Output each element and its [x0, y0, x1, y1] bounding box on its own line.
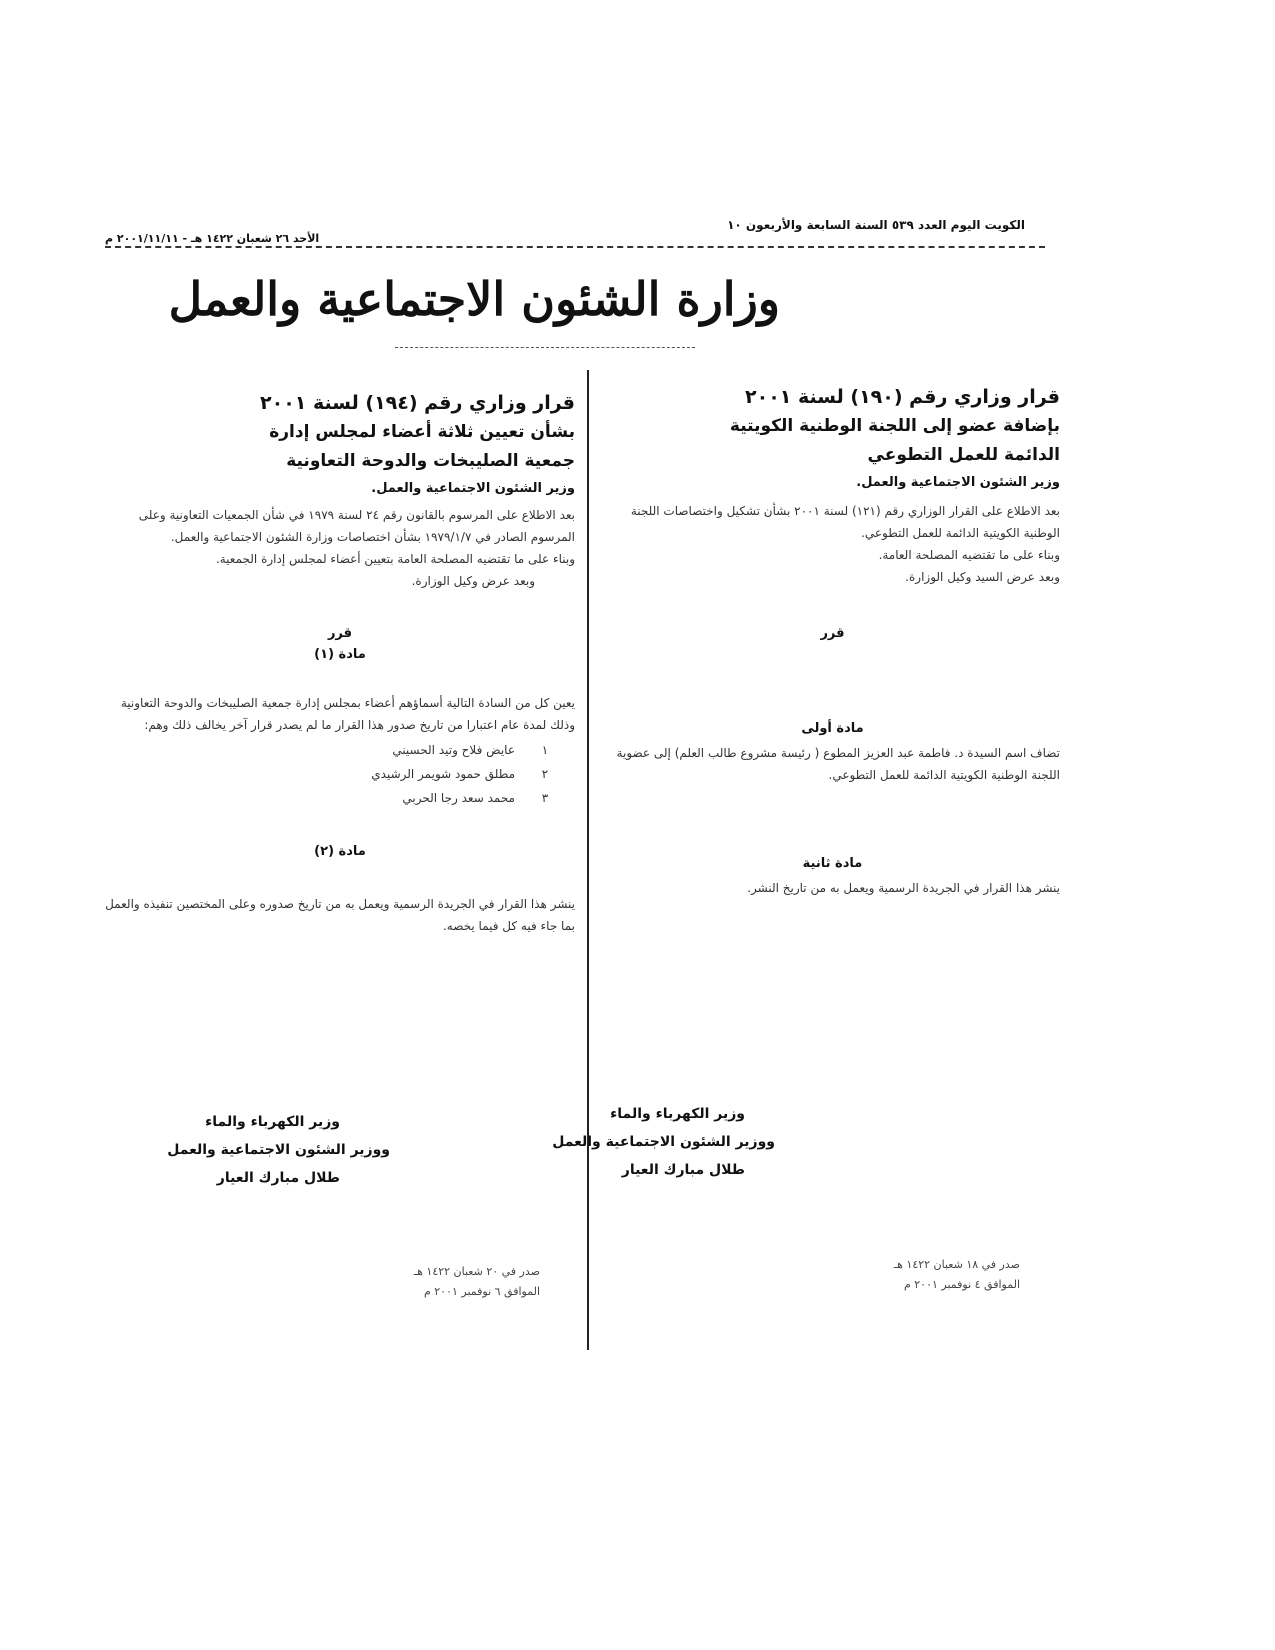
- decision-subtitle: بشأن تعيين ثلاثة أعضاء لمجلس إدارة: [269, 422, 575, 442]
- list-item: [105, 786, 575, 810]
- list-item-number: ٣: [541, 791, 549, 805]
- preamble: بعد الاطلاع على المرسوم بالقانون رقم ٢٤ لسنة ١٩٧٩ في شأن الجمعيات التعاونية وعلى المرسوم الصادر في ١٩٧٩/١/٧ بشأن اختصاصات وزارة الشئون الاجتماعية والعمل.: [138, 508, 575, 544]
- article-text: ينشر هذا القرار في الجريدة الرسمية ويعمل به من تاريخ النشر.: [747, 881, 1060, 895]
- issue-date-hijri: صدر في ١٨ شعبان ١٤٢٢ هـ: [893, 1258, 1020, 1271]
- ministry-rule: [395, 347, 695, 348]
- article-heading: مادة (١): [314, 647, 366, 662]
- signature-title: ووزير الشئون الاجتماعية والعمل: [552, 1134, 775, 1150]
- issue-date-gregorian: الموافق ٤ نوفمبر ٢٠٠١ م: [903, 1278, 1020, 1291]
- members-list: [105, 738, 575, 810]
- signature-title: ووزير الشئون الاجتماعية والعمل: [167, 1142, 390, 1158]
- signature-block: [445, 1100, 775, 1184]
- decision-subtitle: جمعية الصليبخات والدوحة التعاونية: [286, 451, 575, 471]
- article-heading: مادة أولى: [801, 721, 864, 736]
- ministry-title: وزارة الشئون الاجتماعية والعمل: [168, 272, 780, 326]
- column-divider: [587, 370, 589, 1350]
- issuer-line: وزير الشئون الاجتماعية والعمل.: [371, 481, 575, 496]
- decided-heading: قرر: [327, 626, 353, 641]
- issue-date-gregorian: الموافق ٦ نوفمبر ٢٠٠١ م: [423, 1285, 540, 1298]
- header-date: الأحد ٢٦ شعبان ١٤٢٢ هـ - ٢٠٠١/١١/١١ م: [105, 232, 320, 245]
- list-item-number: ٢: [541, 767, 549, 781]
- article-heading: مادة ثانية: [802, 856, 863, 871]
- decision-190: [605, 382, 1060, 899]
- signature-title: وزير الكهرباء والماء: [610, 1106, 745, 1122]
- article-text: يعين كل من السادة التالية أسماؤهم أعضاء بمجلس إدارة جمعية الصليبخات والدوحة التعاونية وذلك لمدة عام اعتبارا من تاريخ صدور هذا القرار ما لم يصدر قرار آخر يخالف ذلك وهم:: [120, 696, 575, 732]
- decision-subtitle: بإضافة عضو إلى اللجنة الوطنية الكويتية: [729, 416, 1060, 436]
- member-name: مطلق حمود شويمر الرشيدي: [371, 767, 515, 781]
- decision-194: [105, 388, 575, 937]
- preamble: وبناء على ما تقتضيه المصلحة العامة بتعيين أعضاء لمجلس إدارة الجمعية.: [215, 552, 575, 566]
- preamble: بعد الاطلاع على القرار الوزاري رقم (١٢١) لسنة ٢٠٠١ بشأن تشكيل واختصاصات اللجنة الوطنية الكويتية الدائمة للعمل التطوعي.: [630, 504, 1060, 540]
- article-text: تضاف اسم السيدة د. فاطمة عبد العزيز المطوع ( رئيسة مشروع طالب العلم) إلى عضوية اللجنة الوطنية الكويتية الدائمة للعمل التطوعي.: [616, 746, 1060, 782]
- issue-date: [720, 1255, 1020, 1295]
- decision-title: قرار وزاري رقم (١٩٤) لسنة ٢٠٠١: [260, 392, 575, 414]
- list-item: [105, 762, 575, 786]
- preamble: وبناء على ما تقتضيه المصلحة العامة.: [878, 548, 1060, 562]
- member-name: عايض فلاح وتيد الحسيني: [392, 743, 515, 757]
- signature-title: وزير الكهرباء والماء: [205, 1114, 340, 1130]
- decision-subtitle: الدائمة للعمل التطوعي: [867, 445, 1060, 465]
- decision-title: قرار وزاري رقم (١٩٠) لسنة ٢٠٠١: [745, 386, 1060, 408]
- preamble: وبعد عرض وكيل الوزارة.: [411, 574, 535, 588]
- header-rule: [105, 246, 1045, 248]
- member-name: محمد سعد رجا الحربي: [402, 791, 515, 805]
- article-heading: مادة (٢): [314, 844, 366, 859]
- issue-date-hijri: صدر في ٢٠ شعبان ١٤٢٢ هـ: [413, 1265, 540, 1278]
- signature-name: طلال مبارك العيار: [621, 1162, 745, 1178]
- signature-name: طلال مبارك العيار: [216, 1170, 340, 1186]
- preamble: وبعد عرض السيد وكيل الوزارة.: [905, 570, 1060, 584]
- decided-heading: قرر: [820, 626, 845, 641]
- signature-block: [40, 1108, 390, 1192]
- header-issue-info: الكويت اليوم العدد ٥٣٩ السنة السابعة والأربعون ١٠: [727, 218, 1025, 232]
- list-item: [105, 738, 575, 762]
- issuer-line: وزير الشئون الاجتماعية والعمل.: [856, 475, 1060, 490]
- article-text: ينشر هذا القرار في الجريدة الرسمية ويعمل به من تاريخ صدوره وعلى المختصين تنفيذه والعمل بما جاء فيه كل فيما يخصه.: [105, 897, 575, 933]
- issue-date: [240, 1262, 540, 1302]
- list-item-number: ١: [541, 743, 549, 757]
